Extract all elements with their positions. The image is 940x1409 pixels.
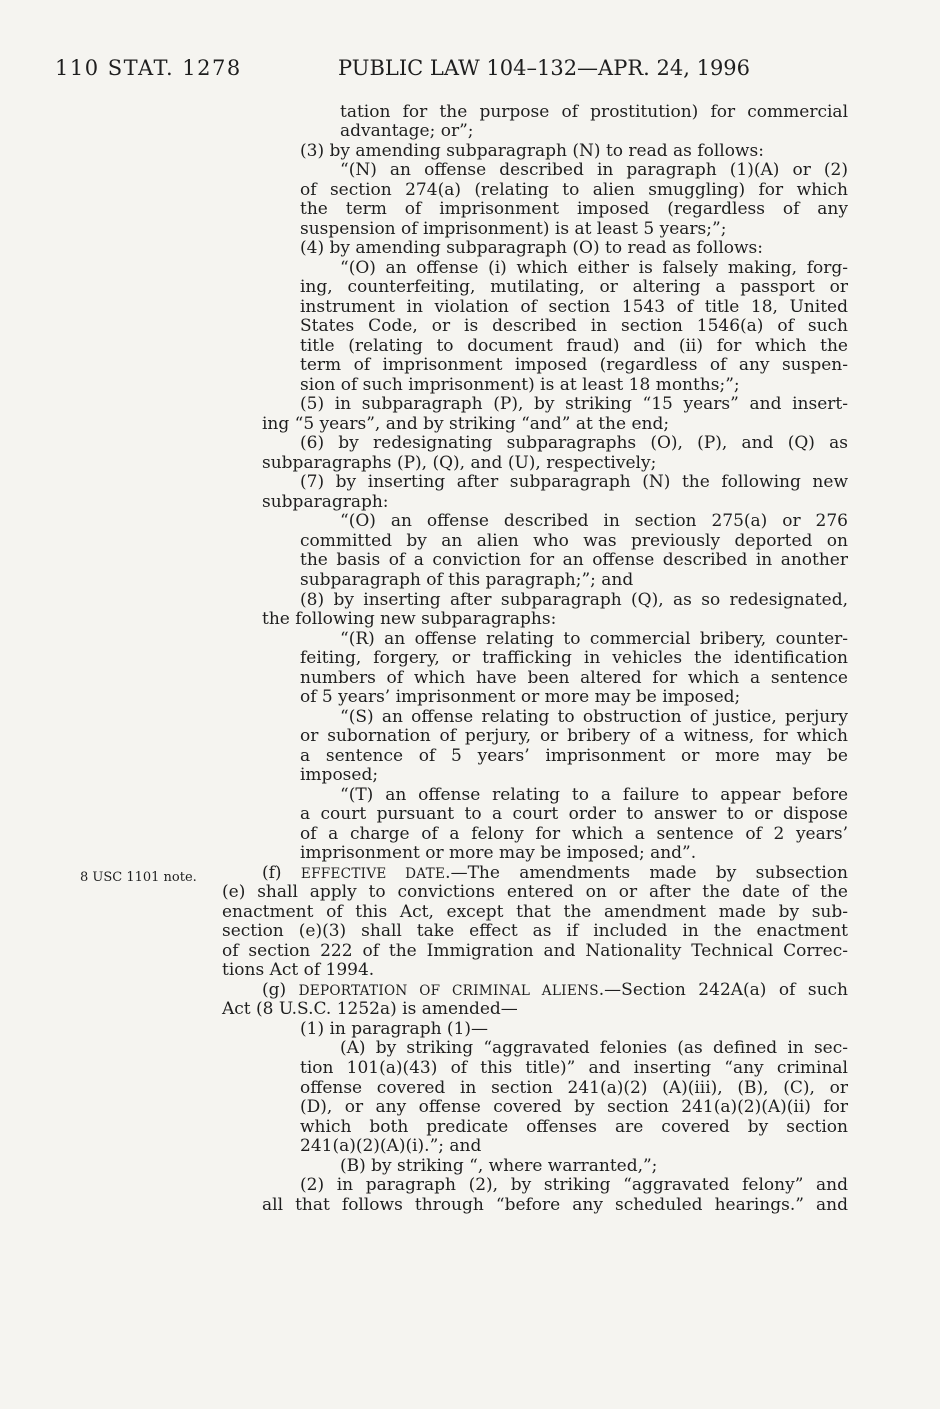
- text-line: “(N) an offense described in paragraph (1)(A) or (2): [340, 160, 848, 181]
- text-line: offense covered in section 241(a)(2) (A)(iii), (B), (C), or: [300, 1077, 848, 1098]
- text-run: .—Section 242A(a) of such: [598, 979, 848, 1000]
- text-line: [262, 981, 848, 1001]
- text-line: “(T) an offense relating to a failure to appear before: [340, 784, 848, 805]
- text-line: subparagraphs (P), (Q), and (U), respectively;: [262, 452, 657, 473]
- text-line: sion of such imprisonment) is at least 18 months;”;: [300, 374, 740, 395]
- text-line: term of imprisonment imposed (regardless of any suspen-: [300, 355, 848, 376]
- text-line: (A) by striking “aggravated felonies (as defined in sec-: [340, 1038, 848, 1059]
- page-header-stat-page: 110 STAT. 1278: [55, 56, 242, 80]
- page-header-law-title: PUBLIC LAW 104–132—APR. 24, 1996: [338, 56, 751, 80]
- text-line: tions Act of 1994.: [222, 960, 375, 981]
- subsection-heading: EFFECTIVE DATE: [300, 865, 446, 882]
- subsection-marker: (f): [262, 862, 301, 883]
- text-line: suspension of imprisonment) is at least 5 years;”;: [300, 218, 727, 239]
- text-line: advantage; or”;: [340, 121, 474, 142]
- text-line: (5) in subparagraph (P), by striking “15 years” and insert-: [300, 394, 848, 415]
- text-line: which both predicate offenses are covered by section: [300, 1116, 848, 1137]
- text-line: committed by an alien who was previously deported on: [300, 530, 848, 551]
- text-line: (D), or any offense covered by section 241(a)(2)(A)(ii) for: [300, 1097, 848, 1118]
- text-line: feiting, forgery, or trafficking in vehicles the identification: [300, 648, 848, 669]
- text-line: “(S) an offense relating to obstruction of justice, perjury: [340, 706, 848, 727]
- text-line: States Code, or is described in section 1546(a) of such: [300, 316, 848, 337]
- text-line: the following new subparagraphs:: [262, 609, 557, 630]
- text-line: Act (8 U.S.C. 1252a) is amended—: [222, 999, 518, 1020]
- text-line: tion 101(a)(43) of this title)” and inserting “any criminal: [300, 1057, 848, 1078]
- text-line: numbers of which have been altered for which a sentence: [300, 667, 848, 688]
- text-line: of 5 years’ imprisonment or more may be imposed;: [300, 687, 741, 708]
- text-line: of section 222 of the Immigration and Nationality Technical Correc-: [222, 940, 848, 961]
- text-line: 241(a)(2)(A)(i).”; and: [300, 1136, 482, 1157]
- text-line: ing, counterfeiting, mutilating, or altering a passport or: [300, 277, 848, 298]
- text-line: subparagraph of this paragraph;”; and: [300, 569, 634, 590]
- text-line: (e) shall apply to convictions entered on or after the date of the: [222, 882, 848, 903]
- margin-note: 8 USC 1101 note.: [80, 870, 197, 885]
- text-line: ing “5 years”, and by striking “and” at the end;: [262, 413, 670, 434]
- text-line: of section 274(a) (relating to alien smuggling) for which: [300, 179, 848, 200]
- text-line: imposed;: [300, 765, 379, 786]
- text-line: instrument in violation of section 1543 of title 18, United: [300, 296, 848, 317]
- subsection-heading: DEPORTATION OF CRIMINAL ALIENS: [298, 982, 599, 999]
- text-line: “(R) an offense relating to commercial bribery, counter-: [340, 628, 848, 649]
- text-line: title (relating to document fraud) and (ii) for which the: [300, 335, 848, 356]
- text-line: the term of imprisonment imposed (regardless of any: [300, 199, 848, 220]
- text-line: the basis of a conviction for an offense described in another: [300, 550, 848, 571]
- text-line: all that follows through “before any scheduled hearings.” and: [262, 1194, 848, 1215]
- text-line: a court pursuant to a court order to answer to or dispose: [300, 804, 848, 825]
- text-line: (B) by striking “, where warranted,”;: [340, 1155, 658, 1176]
- text-line: (8) by inserting after subparagraph (Q), as so redesignated,: [300, 589, 848, 610]
- text-line: (3) by amending subparagraph (N) to read as follows:: [300, 140, 764, 161]
- text-line: (6) by redesignating subparagraphs (O), (P), and (Q) as: [300, 433, 848, 454]
- text-line: imprisonment or more may be imposed; and”.: [300, 843, 697, 864]
- text-line: (2) in paragraph (2), by striking “aggravated felony” and: [300, 1175, 848, 1196]
- text-line: (4) by amending subparagraph (O) to read as follows:: [300, 238, 763, 259]
- text-line: (1) in paragraph (1)—: [300, 1018, 489, 1039]
- text-line: enactment of this Act, except that the amendment made by sub-: [222, 901, 848, 922]
- text-line: section (e)(3) shall take effect as if included in the enactment: [222, 921, 848, 942]
- text-line: of a charge of a felony for which a sentence of 2 years’: [300, 823, 848, 844]
- text-line: tation for the purpose of prostitution) for commercial: [340, 101, 848, 122]
- text-line: a sentence of 5 years’ imprisonment or more may be: [300, 745, 848, 766]
- text-line: subparagraph:: [262, 491, 389, 512]
- text-line: (7) by inserting after subparagraph (N) the following new: [300, 472, 848, 493]
- text-line: “(O) an offense described in section 275(a) or 276: [340, 511, 848, 532]
- text-line: or subornation of perjury, or bribery of a witness, for which: [300, 726, 848, 747]
- text-run: .—The amendments made by subsection: [445, 862, 848, 883]
- subsection-marker: (g): [262, 979, 299, 1000]
- text-line: [262, 864, 848, 884]
- text-line: “(O) an offense (i) which either is falsely making, forg-: [340, 257, 848, 278]
